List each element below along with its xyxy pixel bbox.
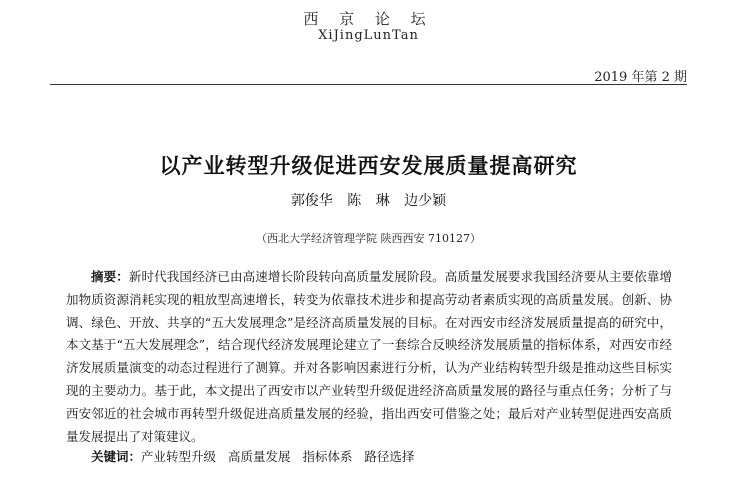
issue-number: 2019 年第 2 期 <box>594 70 687 85</box>
author-affiliation: （西北大学经济管理学院 陕西西安 710127） <box>256 232 481 245</box>
header-rule <box>50 84 687 85</box>
keywords-text: 产业转型升级 高质量发展 指标体系 路径选择 <box>141 449 415 464</box>
keywords <box>91 447 414 465</box>
journal-name: 西 京 论 坛 <box>303 10 434 28</box>
keywords-label: 关键词： <box>91 449 142 464</box>
abstract <box>66 266 672 448</box>
abstract-text: 新时代我国经济已由高速增长阶段转向高质量发展阶段。高质量发展要求我国经济要从主要依靠增加物质资源消耗实现的粗放型高速增长，转变为依靠技术进步和提高劳动者素质实现的高质量发展。创新、协调、绿色、开放、共享的“五大发展理念”是经济高质量发展的目标。在对西安市经济发展质量提高的研究中，本文基于“五大发展理念”，结合现代经济发展理论建立了一套综合反映经济发展质量的指标体系，对西安市经济发展质量演变的动态过程进行了测算。并对各影响因素进行分析，认为产业结构转型升级是推动这些目标实现的主要动力。基于此，本文提出了西安市以产业转型升级促进经济高质量发展的路径与重点任务；分析了与西安邻近的社会城市再转型升级促进高质量发展的经验，指出西安可借鉴之处；最后对产业转型促进西安高质量发展提出了对策建议。 <box>66 269 672 444</box>
journal-romanized-name: XiJingLunTan <box>318 28 419 43</box>
article-title: 以产业转型升级促进西安发展质量提高研究 <box>159 153 578 178</box>
article-authors: 郭俊华 陈 琳 边少颖 <box>290 193 447 209</box>
abstract-label: 摘要： <box>91 269 129 284</box>
